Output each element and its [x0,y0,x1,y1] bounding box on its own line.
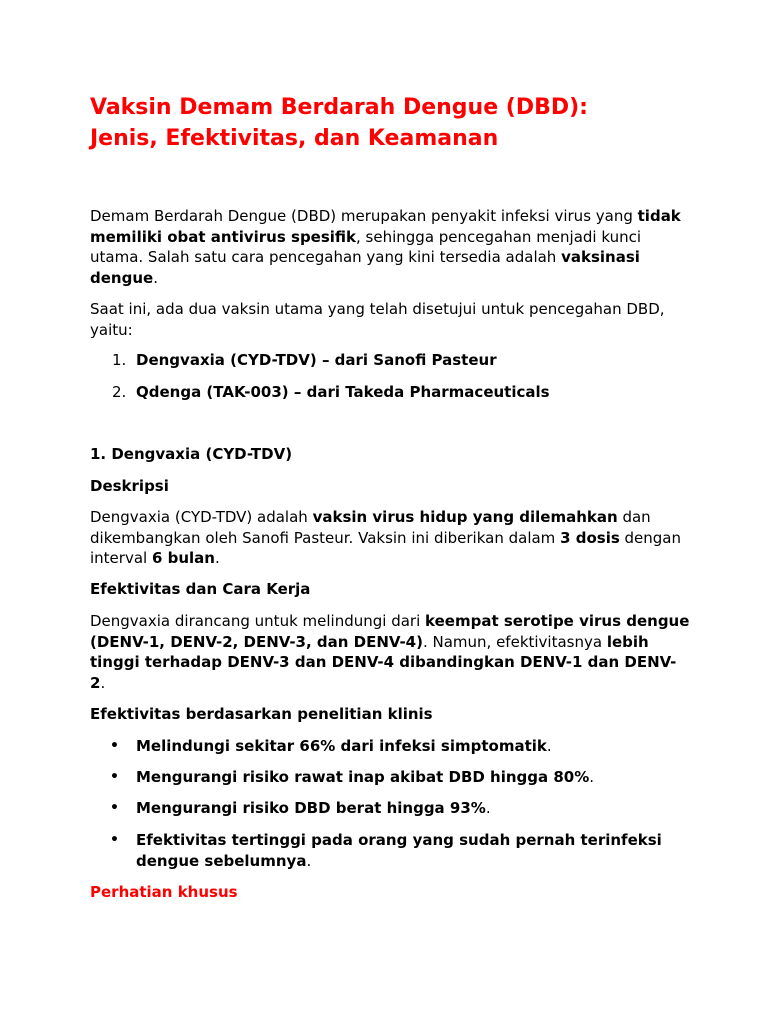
intro-text-1: Demam Berdarah Dengue (DBD) merupakan penyakit infeksi virus yang [90,207,638,225]
bullet-item-2-bold: Mengurangi risiko rawat inap akibat DBD hingga 80% [136,768,590,786]
section-heading-dengvaxia: 1. Dengvaxia (CYD-TDV) [90,445,293,463]
page-title-line-1: Vaksin Demam Berdarah Dengue (DBD): [90,95,588,120]
bullet-item-1 [136,736,696,757]
page-title-line-2: Jenis, Efektivitas, dan Keamanan [90,126,499,151]
vaccine-list-item-1: Dengvaxia (CYD-TDV) – dari Sanofi Pasteur [136,351,497,369]
bullet-item-1-tail: . [546,737,552,755]
bullet-item-2-tail: . [589,768,595,786]
subheading-deskripsi: Deskripsi [90,477,169,495]
efek-bold-1: keempat serotipe virus dengue (DENV-1, DENV-2, DENV-3, dan DENV-4) [90,612,690,651]
intro-bold-1: tidak memiliki obat antivirus spesifik [90,207,681,246]
vaccine-list-item-2: Qdenga (TAK-003) – dari Takeda Pharmaceuticals [136,383,550,401]
bullet-1: • [110,738,119,754]
bullet-item-2 [136,767,696,788]
desc-text-4: . [215,549,220,568]
efek-text-2: . Namun, efektivitasnya [422,632,607,651]
efek-bold-2: lebih tinggi terhadap DENV-3 dan DENV-4 dibandingkan DENV-1 dan DENV-2 [90,632,677,692]
desc-bold-2: 3 dosis [560,528,620,547]
desc-bold-1: vaksin virus hidup yang dilemahkan [312,508,618,526]
desc-text-1: Dengvaxia (CYD-TDV) adalah [90,508,313,526]
bullet-item-4-bold: Efektivitas tertinggi pada orang yang sudah pernah terinfeksi dengue sebelumnya [136,831,662,870]
deskripsi-paragraph [90,507,690,569]
bullet-item-3 [136,798,696,819]
bullet-4: • [110,832,119,848]
bullet-item-1-bold: Melindungi sekitar 66% dari infeksi simptomatik [136,737,547,755]
bullet-3: • [110,800,119,816]
list-number-2: 2. [112,383,127,401]
efektivitas-paragraph [90,611,690,693]
efek-text-3: . [100,673,106,692]
bullet-item-3-bold: Mengurangi risiko DBD berat hingga 93% [136,799,486,817]
bullet-item-4-tail: . [306,851,312,870]
efek-text-1: Dengvaxia dirancang untuk melindungi dari [90,612,426,630]
bullet-item-4 [136,830,696,871]
intro-text-2: , sehingga pencegahan menjadi kunci utama. Salah satu cara pencegahan yang kini tersedia adalah [90,227,642,267]
bullet-2: • [110,769,119,785]
list-number-1: 1. [112,351,127,369]
subheading-klinis: Efektivitas berdasarkan penelitian klinis [90,705,433,723]
subheading-efektivitas: Efektivitas dan Cara Kerja [90,580,311,598]
vaccine-intro-paragraph: Saat ini, ada dua vaksin utama yang telah disetujui untuk pencegahan DBD, yaitu: [90,300,665,339]
desc-bold-3: 6 bulan [151,549,215,568]
page-title [90,92,710,154]
bullet-item-3-tail: . [485,799,491,817]
intro-bold-2: vaksinasi dengue [90,248,640,287]
intro-text-3: . [153,268,158,287]
intro-paragraph [90,206,690,288]
desc-text-3: dengan interval [90,528,682,568]
desc-text-2: dan dikembangkan oleh Sanofi Pasteur. Vaksin ini diberikan dalam [90,508,651,547]
subheading-perhatian-khusus: Perhatian khusus [90,883,238,901]
